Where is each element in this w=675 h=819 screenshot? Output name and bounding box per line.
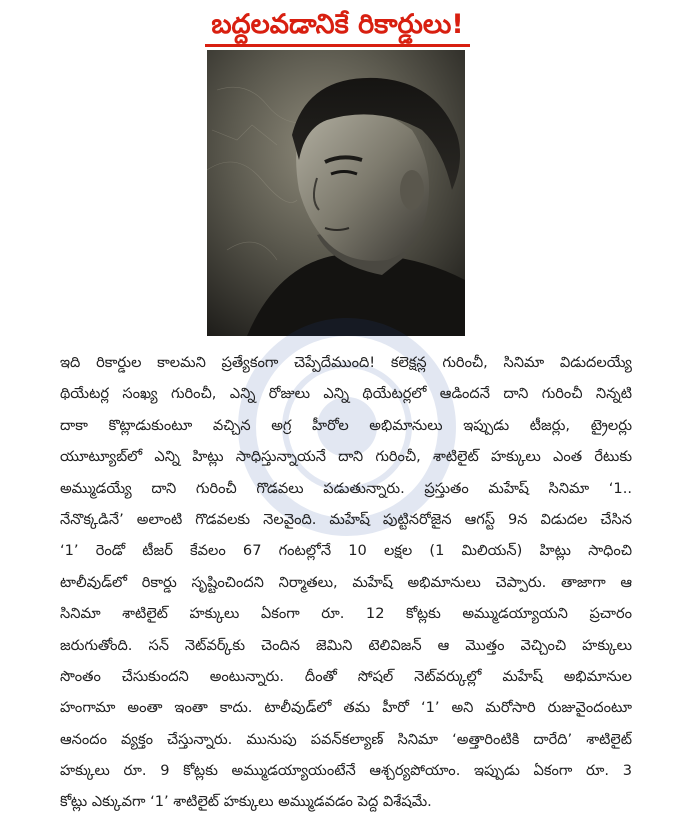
article-line: థియేటర్ల సంఖ్య గురించీ, ఎన్ని రోజులు ఎన్ని థియేటర్లలో ఆడిందనే దాని గురించీ నిన్నటి (60, 385, 632, 403)
article-line: సొంతం చేసుకుందని అంటున్నారు. దీంతో సోషల్ నెట్‌వర్కుల్లో మహేష్ అభిమానుల (60, 667, 632, 685)
article-line: నేనొక్కడినే’ అలాంటి గొడవలకు నెలవైంది. మహేష్ పుట్టినరోజైన ఆగస్ట్ 9న విడుదల చేసిన (60, 510, 632, 528)
article-line: యూట్యూబ్‌లో ఎన్ని హిట్లు సాధిస్తున్నాయనే దాని గురించీ, శాటిలైట్ హక్కులు ఎంత రేటుకు (60, 448, 632, 466)
article-line: దాకా కొట్లాడుకుంటూ వచ్చిన అగ్ర హీరోల అభిమానులు ఇప్పుడు టీజర్లు, ట్రైలర్లు (60, 416, 632, 434)
headline-container (0, 8, 675, 47)
article-line: సినిమా శాటిలైట్ హక్కులు ఏకంగా రూ. 12 కోట్లకు అమ్ముడయ్యాయని ప్రచారం (60, 605, 632, 623)
article-photo (207, 50, 465, 336)
article-line: జరుగుతోంది. సన్ నెట్‌వర్క్‌కు చెందిన జెమిని టెలివిజన్ ఆ మొత్తం వెచ్చించి హక్కులు (60, 636, 632, 654)
article-line: టాలీవుడ్‌లో రికార్డు సృష్టించిందని నిర్మాతలు, మహేష్ అభిమానులు చెప్పారు. తాజాగా ఆ (60, 573, 632, 591)
photo-illustration (207, 50, 465, 336)
article-headline: బద్దలవడానికే రికార్డులు! (205, 8, 469, 47)
article-line: ‘1’ రెండో టీజర్ కేవలం 67 గంటల్లోనే 10 లక్షల (1 మిలియన్) హిట్లు సాధించి (60, 542, 632, 560)
article-line: హక్కులు రూ. 9 కోట్లకు అమ్ముడయ్యాయంటేనే ఆశ్చర్యపోయాం. ఇప్పుడు ఏకంగా రూ. 3 (60, 762, 632, 780)
article-line: ఆనందం వ్యక్తం చేస్తున్నారు. మునుపు పవన్‌కల్యాణ్ సినిమా ‘అత్తారింటికి దారేది’ శాటిలైట్ (60, 730, 632, 748)
article-line: అమ్ముడయ్యే దాని గురించీ గొడవలు పడుతున్నారు. ప్రస్తుతం మహేష్ సినిమా ‘1.. (60, 479, 632, 497)
article-line: కోట్లు ఎక్కువగా ‘1’ శాటిలైట్ హక్కులు అమ్ముడవడం పెద్ద విశేషమే. (60, 793, 432, 811)
article-body (60, 347, 632, 818)
article-line: హంగామా అంతా ఇంతా కాదు. టాలీవుడ్‌లో తమ హీరో ‘1’ అని మరోసారి రుజువైందంటూ (60, 699, 632, 717)
article-line: ఇది రికార్డుల కాలమని ప్రత్యేకంగా చెప్పేదేముంది! కలెక్షన్ల గురించీ, సినిమా విడుదలయ్యే (60, 354, 632, 371)
